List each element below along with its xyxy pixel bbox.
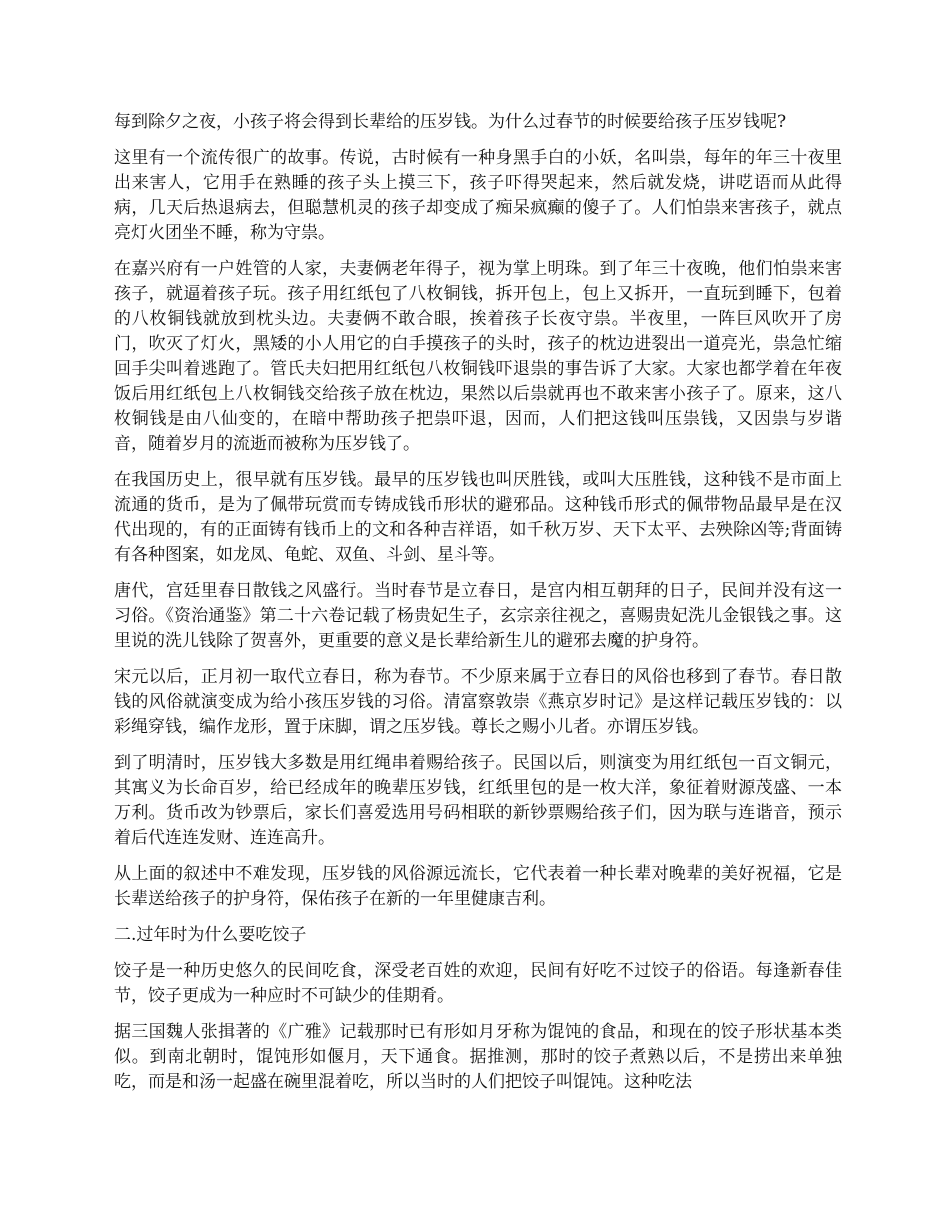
- paragraph-tang-dynasty: 唐代，宫廷里春日散钱之风盛行。当时春节是立春日，是宫内相互朝拜的日子，民间并没有这一习俗。《资治通鉴》第二十六卷记载了杨贵妃生子，玄宗亲往视之，喜赐贵妃洗儿金银钱之事。这里说的洗儿钱除了贺喜外，更重要的意义是长辈给新生儿的避邪去魔的护身符。: [114, 581, 842, 651]
- paragraph-guan-family: 在嘉兴府有一户姓管的人家，夫妻俩老年得子，视为掌上明珠。到了年三十夜晚，他们怕祟来害孩子，就逼着孩子玩。孩子用红纸包了八枚铜钱，拆开包上，包上又拆开，一直玩到睡下，包着的八枚铜钱就放到枕头边。夫妻俩不敢合眼，挨着孩子长夜守祟。半夜里，一阵巨风吹开了房门，吹灭了灯火，黑矮的小人用它的白手摸孩子的头时，孩子的枕边进裂出一道亮光，祟急忙缩回手尖叫着逃跑了。管氏夫妇把用红纸包八枚铜钱吓退祟的事告诉了大家。大家也都学着在年夜饭后用红纸包上八枚铜钱交给孩子放在枕边，果然以后祟就再也不敢来害小孩子了。原来，这八枚铜钱是由八仙变的，在暗中帮助孩子把祟吓退，因而，人们把这钱叫压祟钱，又因祟与岁谐音，随着岁月的流逝而被称为压岁钱了。: [114, 259, 842, 454]
- paragraph-history: 在我国历史上，很早就有压岁钱。最早的压岁钱也叫厌胜钱，或叫大压胜钱，这种钱不是市面上流通的货币，是为了佩带玩赏而专铸成钱币形状的避邪品。这种钱币形式的佩带物品最早是在汉代出现的，有的正面铸有钱币上的文和各种吉祥语，如千秋万岁、天下太平、去殃除凶等;背面铸有各种图案，如龙凤、龟蛇、双鱼、斗剑、星斗等。: [114, 470, 842, 565]
- section-heading-dumplings: 二.过年时为什么要吃饺子: [114, 925, 307, 945]
- paragraph-intro: 每到除夕之夜，小孩子将会得到长辈给的压岁钱。为什么过春节的时候要给孩子压岁钱呢?: [114, 112, 787, 132]
- paragraph-dumplings-history: 据三国魏人张揖著的《广雅》记载那时已有形如月牙称为馄饨的食品，和现在的饺子形状基本类似。到南北朝时，馄饨形如偃月，天下通食。据推测，那时的饺子煮熟以后，不是捞出来单独吃，而是和汤一起盛在碗里混着吃，所以当时的人们把饺子叫馄饨。这种吃法: [114, 1022, 842, 1092]
- paragraph-dumplings-intro: 饺子是一种历史悠久的民间吃食，深受老百姓的欢迎，民间有好吃不过饺子的俗语。每逢新春佳节，饺子更成为一种应时不可缺少的佳期肴。: [114, 961, 842, 1006]
- document-page: [114, 110, 842, 1106]
- paragraph-song-yuan: 宋元以后，正月初一取代立春日，称为春节。不少原来属于立春日的风俗也移到了春节。春日散钱的风俗就演变成为给小孩压岁钱的习俗。清富察敦崇《燕京岁时记》是这样记载压岁钱的：以彩绳穿钱，编作龙形，置于床脚，谓之压岁钱。尊长之赐小儿者。亦谓压岁钱。: [114, 667, 842, 737]
- paragraph-summary: 从上面的叙述中不难发现，压岁钱的风俗源远流长，它代表着一种长辈对晚辈的美好祝福，它是长辈送给孩子的护身符，保佑孩子在新的一年里健康吉利。: [114, 864, 842, 909]
- paragraph-ming-qing: 到了明清时，压岁钱大多数是用红绳串着赐给孩子。民国以后，则演变为用红纸包一百文铜元，其寓义为长命百岁，给已经成年的晚辈压岁钱，红纸里包的是一枚大洋，象征着财源茂盛、一本万利。货币改为钞票后，家长们喜爱选用号码相联的新钞票赐给孩子们，因为联与连谐音，预示着后代连连发财、连连高升。: [114, 753, 842, 848]
- paragraph-legend: 这里有一个流传很广的故事。传说，古时候有一种身黑手白的小妖，名叫祟，每年的年三十夜里出来害人，它用手在熟睡的孩子头上摸三下，孩子吓得哭起来，然后就发烧，讲呓语而从此得病，几天后热退病去，但聪慧机灵的孩子却变成了痴呆疯癫的傻子了。人们怕祟来害孩子，就点亮灯火团坐不睡，称为守祟。: [114, 148, 842, 243]
